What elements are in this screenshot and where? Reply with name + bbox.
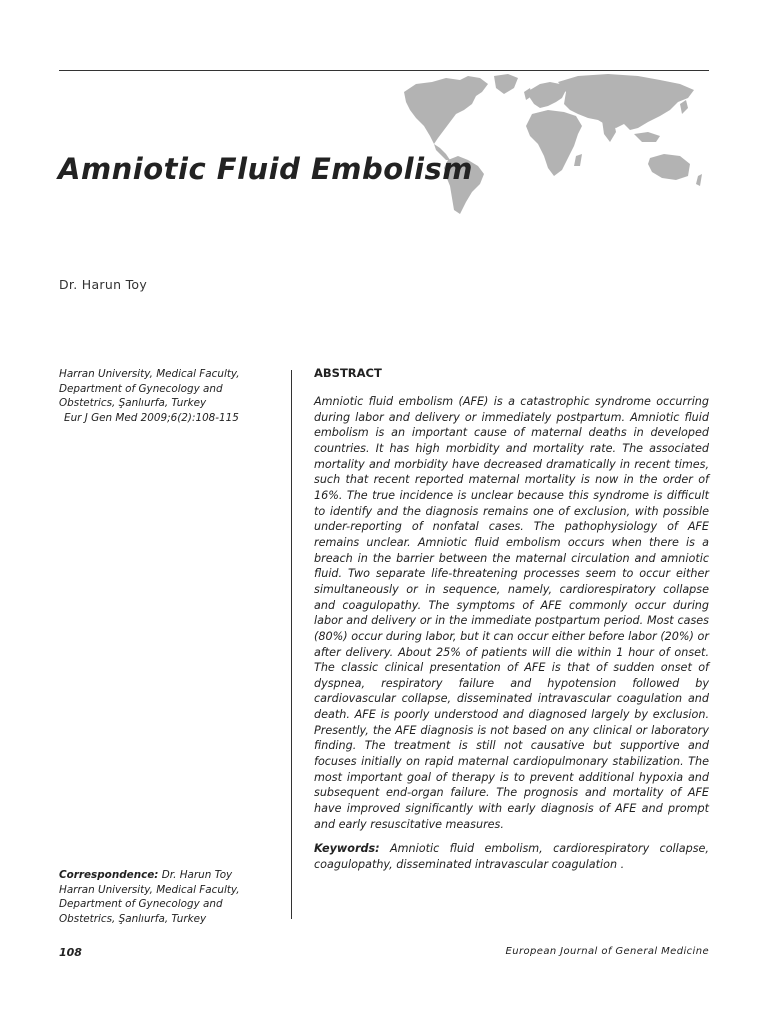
header-rule bbox=[59, 70, 709, 71]
affiliation-line: Department of Gynecology and bbox=[59, 382, 223, 395]
world-map-image bbox=[398, 72, 710, 218]
correspondence-line: Department of Gynecology and bbox=[59, 898, 223, 910]
journal-reference: Eur J Gen Med 2009;6(2):108-115 bbox=[64, 411, 239, 424]
author-name: Dr. Harun Toy bbox=[59, 277, 148, 292]
correspondence-line: Obstetrics, Şanlıurfa, Turkey bbox=[59, 912, 207, 925]
abstract-section bbox=[314, 366, 709, 873]
affiliation-line: Harran University, Medical Faculty, bbox=[59, 368, 240, 380]
abstract-heading: ABSTRACT bbox=[314, 366, 382, 380]
abstract-body: Amniotic fluid embolism (AFE) is a catastrophic syndrome occurring during labor and delivery or immediately postpartum. Amniotic fluid embolism is an important cause of maternal deaths in developed countries. It has high morbidity and mortality rate. The associated mortality and morbidity have decreased dramatically in recent times, such that recent reported maternal mortality is now in the order of 16%. The true incidence is unclear because this syndrome is difficult to identify and the diagnosis remains one of exclusion, with possible under-reporting of nonfatal cases. The pathophysiology of AFE remains unclear. Amniotic fluid embolism occurs when there is a breach in the barrier between the maternal circulation and amniotic fluid. Two separate life-threatening processes seem to occur either simultaneously or in sequence, namely, cardiorespiratory collapse and coagulopathy. The symptoms of AFE commonly occur during labor and delivery or in the immediate postpartum period. Most cases (80%) occur during labor, but it can occur either before labor (20%) or after delivery. About 25% of patients will die within 1 hour of onset. The classic clinical presentation of AFE is that of sudden onset of dyspnea, respiratory failure and hypotension followed by cardiovascular collapse, disseminated intravascular coagulation and death. AFE is poorly understood and diagnosed largely by exclusion. Presently, the AFE diagnosis is not based on any clinical or laboratory finding. The treatment is still not causative but supportive and focuses initially on rapid maternal cardiopulmonary stabilization. The most important goal of therapy is to prevent additional hypoxia and subsequent end-organ failure. The prognosis and mortality of AFE have improved significantly with early diagnosis of AFE and prompt and early resuscitative measures. bbox=[314, 395, 709, 831]
article-title: Amniotic Fluid Embolism bbox=[58, 152, 474, 186]
column-divider bbox=[291, 370, 292, 919]
correspondence-name: Dr. Harun Toy bbox=[161, 869, 233, 881]
correspondence-block bbox=[59, 868, 284, 926]
affiliation-block bbox=[59, 367, 279, 425]
keywords-text: Amniotic fluid embolism, cardiorespiratory collapse, coagulopathy, disseminated intravascular coagulation . bbox=[314, 842, 709, 872]
keywords-label: Keywords: bbox=[314, 842, 380, 856]
keywords-paragraph bbox=[314, 841, 709, 872]
correspondence-line: Harran University, Medical Faculty, bbox=[59, 883, 240, 896]
journal-name-footer: European Journal of General Medicine bbox=[505, 946, 709, 957]
page-number: 108 bbox=[59, 946, 82, 959]
correspondence-label: Correspondence: bbox=[59, 869, 159, 881]
affiliation-line: Obstetrics, Şanlıurfa, Turkey bbox=[59, 397, 207, 409]
